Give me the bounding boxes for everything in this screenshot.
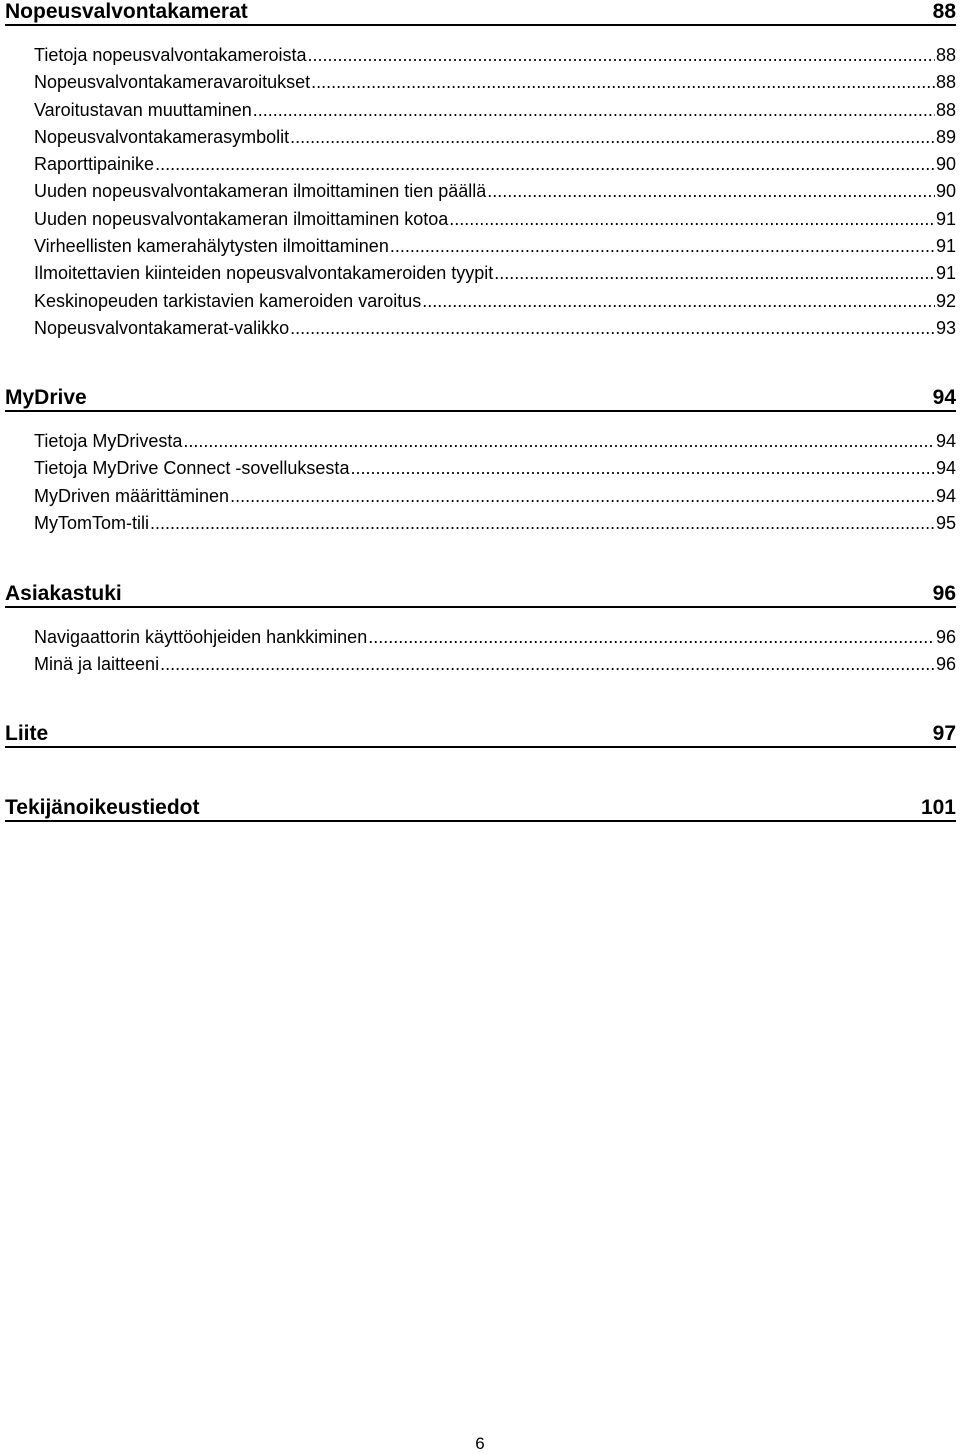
toc-entry-list (5, 608, 956, 679)
dot-leader (487, 178, 935, 205)
toc-entry-page-number: 88 (935, 45, 956, 65)
dot-leader (422, 288, 935, 315)
toc-entry-page-number: 91 (935, 208, 956, 229)
toc-entry[interactable] (34, 455, 956, 482)
section-title: Liite (5, 722, 49, 745)
toc-entry[interactable] (34, 624, 956, 651)
toc-entry[interactable] (34, 42, 956, 69)
toc-entry-title: Nopeusvalvontakameravaroitukset (34, 72, 311, 93)
toc-entry-title: Ilmoitettavien kiinteiden nopeusvalvontakameroiden tyypit (34, 263, 494, 284)
section-title: Asiakastuki (5, 582, 122, 605)
toc-entry[interactable] (34, 651, 956, 678)
section-page-number: 94 (932, 386, 956, 409)
dot-leader (183, 428, 935, 455)
section-heading[interactable] (5, 0, 956, 26)
dot-leader (155, 151, 935, 178)
toc-entry-list (5, 26, 956, 342)
toc-entry-title: Uuden nopeusvalvontakameran ilmoittaminen tien päällä (34, 181, 487, 202)
toc-entry-page-number: 94 (935, 431, 956, 451)
toc-entry-page-number: 93 (935, 317, 956, 338)
toc-entry[interactable] (34, 428, 956, 455)
toc-entry-title: Raporttipainike (34, 154, 155, 175)
section-title: Tekijänoikeustiedot (5, 796, 200, 819)
section-heading[interactable] (5, 722, 956, 748)
dot-leader (390, 233, 935, 260)
section-page-number: 101 (920, 796, 956, 819)
page-number: 6 (475, 1434, 485, 1453)
dot-leader (150, 510, 935, 537)
toc-section (5, 722, 956, 748)
toc-entry-title: Navigaattorin käyttöohjeiden hankkiminen (34, 627, 368, 647)
toc-entry-page-number: 95 (935, 512, 956, 533)
section-title: MyDrive (5, 386, 87, 409)
section-heading[interactable] (5, 796, 956, 822)
toc-entry-title: Varoitustavan muuttaminen (34, 99, 252, 120)
section-page-number: 96 (932, 582, 956, 605)
section-heading[interactable] (5, 386, 956, 412)
toc-entry-page-number: 89 (935, 126, 956, 147)
toc-entry-title: Minä ja laitteeni (34, 654, 160, 675)
dot-leader (449, 206, 935, 233)
toc-entry-title: Tietoja MyDrivesta (34, 431, 183, 451)
toc-entry-page-number: 90 (935, 154, 956, 175)
toc-section (5, 582, 956, 679)
toc-entry-page-number: 88 (935, 99, 956, 120)
toc-entry[interactable] (34, 178, 956, 205)
toc-entry[interactable] (34, 483, 956, 510)
toc-entry-page-number: 91 (935, 236, 956, 257)
toc-entry-title: MyTomTom-tili (34, 512, 149, 533)
toc-section (5, 386, 956, 537)
toc-entry-page-number: 91 (935, 263, 956, 284)
toc-entry-list (5, 412, 956, 537)
toc-entry[interactable] (34, 97, 956, 124)
dot-leader (230, 483, 935, 510)
toc-entry[interactable] (34, 260, 956, 287)
toc-entry-title: Uuden nopeusvalvontakameran ilmoittaminen kotoa (34, 208, 449, 229)
toc-entry-page-number: 92 (935, 290, 956, 311)
dot-leader (311, 69, 935, 96)
toc-entry-title: Virheellisten kamerahälytysten ilmoittaminen (34, 236, 389, 257)
toc-entry-page-number: 94 (935, 458, 956, 479)
toc-entry[interactable] (34, 206, 956, 233)
dot-leader (350, 455, 935, 482)
toc-entry-title: Keskinopeuden tarkistavien kameroiden varoitus (34, 290, 422, 311)
toc-entry-title: MyDriven määrittäminen (34, 485, 230, 506)
dot-leader (368, 624, 935, 651)
toc-entry[interactable] (34, 124, 956, 151)
dot-leader (290, 315, 935, 342)
section-heading[interactable] (5, 582, 956, 608)
toc-entry-page-number: 88 (935, 72, 956, 93)
section-page-number: 88 (932, 0, 956, 23)
dot-leader (308, 42, 935, 69)
toc-entry[interactable] (34, 315, 956, 342)
toc-entry-page-number: 94 (935, 485, 956, 506)
dot-leader (290, 124, 935, 151)
toc-entry[interactable] (34, 233, 956, 260)
toc-entry-title: Tietoja nopeusvalvontakameroista (34, 45, 307, 65)
dot-leader (494, 260, 935, 287)
section-page-number: 97 (932, 722, 956, 745)
toc-entry[interactable] (34, 288, 956, 315)
toc-entry[interactable] (34, 69, 956, 96)
toc-entry[interactable] (34, 510, 956, 537)
toc-entry-page-number: 96 (935, 627, 956, 647)
section-title: Nopeusvalvontakamerat (5, 0, 248, 23)
toc-entry-title: Nopeusvalvontakamerat-valikko (34, 317, 290, 338)
toc-section (5, 796, 956, 822)
dot-leader (160, 651, 935, 678)
toc-entry-title: Nopeusvalvontakamerasymbolit (34, 126, 290, 147)
dot-leader (253, 97, 935, 124)
toc-entry-title: Tietoja MyDrive Connect -sovelluksesta (34, 458, 350, 479)
toc-entry-page-number: 90 (935, 181, 956, 202)
toc-entry[interactable] (34, 151, 956, 178)
toc-section (5, 0, 956, 342)
toc-entry-page-number: 96 (935, 654, 956, 675)
